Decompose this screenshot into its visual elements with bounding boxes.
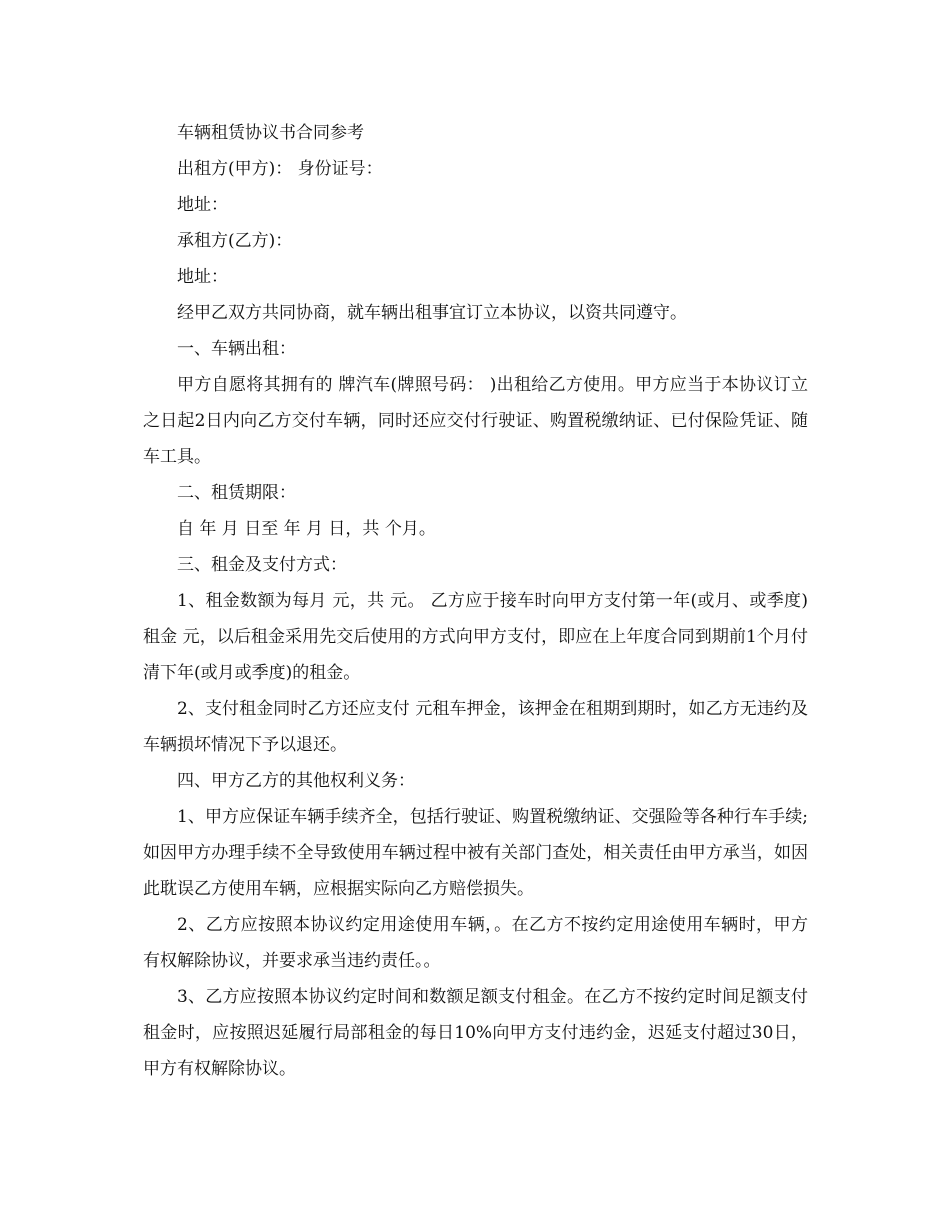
vehicle-rental-paragraph: 甲方自愿将其拥有的 牌汽车(牌照号码： )出租给乙方使用。甲方应当于本协议订立之日起2日内向乙方交付车辆，同时还应交付行驶证、购置税缴纳证、已付保险凭证、随车工具。 — [143, 375, 808, 467]
lessee-address-line: 地址： — [177, 267, 228, 287]
section-heading-rent-payment: 三、租金及支付方式： — [177, 555, 347, 575]
lessee-line: 承租方(乙方)： — [177, 231, 293, 251]
lessor-obligation-paragraph: 1、甲方应保证车辆手续齐全，包括行驶证、购置税缴纳证、交强险等各种行车手续;如因甲方办理手续不全导致使用车辆过程中被有关部门查处，相关责任由甲方承当，如因此耽误乙方使用车辆，应根据实际向乙方赔偿损失。 — [143, 807, 808, 899]
section-heading-rights-obligations: 四、甲方乙方的其他权利义务： — [177, 771, 415, 791]
lessor-line: 出租方(甲方)： 身份证号： — [177, 159, 383, 179]
usage-obligation-paragraph: 2、乙方应按照本协议约定用途使用车辆，。在乙方不按约定用途使用车辆时，甲方有权解除协议，并要求承当违约责任。。 — [143, 915, 808, 971]
preamble-paragraph: 经甲乙双方共同协商，就车辆出租事宜订立本协议，以资共同遵守。 — [177, 303, 687, 323]
section-heading-vehicle-rental: 一、车辆出租： — [177, 339, 296, 359]
lease-term-paragraph: 自 年 月 日至 年 月 日，共 个月。 — [177, 519, 436, 539]
lessor-address-line: 地址： — [177, 195, 228, 215]
document-body — [143, 115, 808, 1087]
document-title: 车辆租赁协议书合同参考 — [177, 123, 364, 143]
rent-amount-paragraph: 1、租金数额为每月 元，共 元。 乙方应于接车时向甲方支付第一年(或月、或季度)租金 元，以后租金采用先交后使用的方式向甲方支付，即应在上年度合同到期前1个月付清下年(或月或季度)的租金。 — [143, 591, 808, 683]
payment-obligation-paragraph: 3、乙方应按照本协议约定时间和数额足额支付租金。在乙方不按约定时间足额支付租金时，应按照迟延履行局部租金的每日10%向甲方支付违约金，迟延支付超过30日，甲方有权解除协议。 — [143, 987, 808, 1079]
deposit-paragraph: 2、支付租金同时乙方还应支付 元租车押金，该押金在租期到期时，如乙方无违约及车辆损坏情况下予以退还。 — [143, 699, 808, 755]
section-heading-lease-term: 二、租赁期限： — [177, 483, 296, 503]
